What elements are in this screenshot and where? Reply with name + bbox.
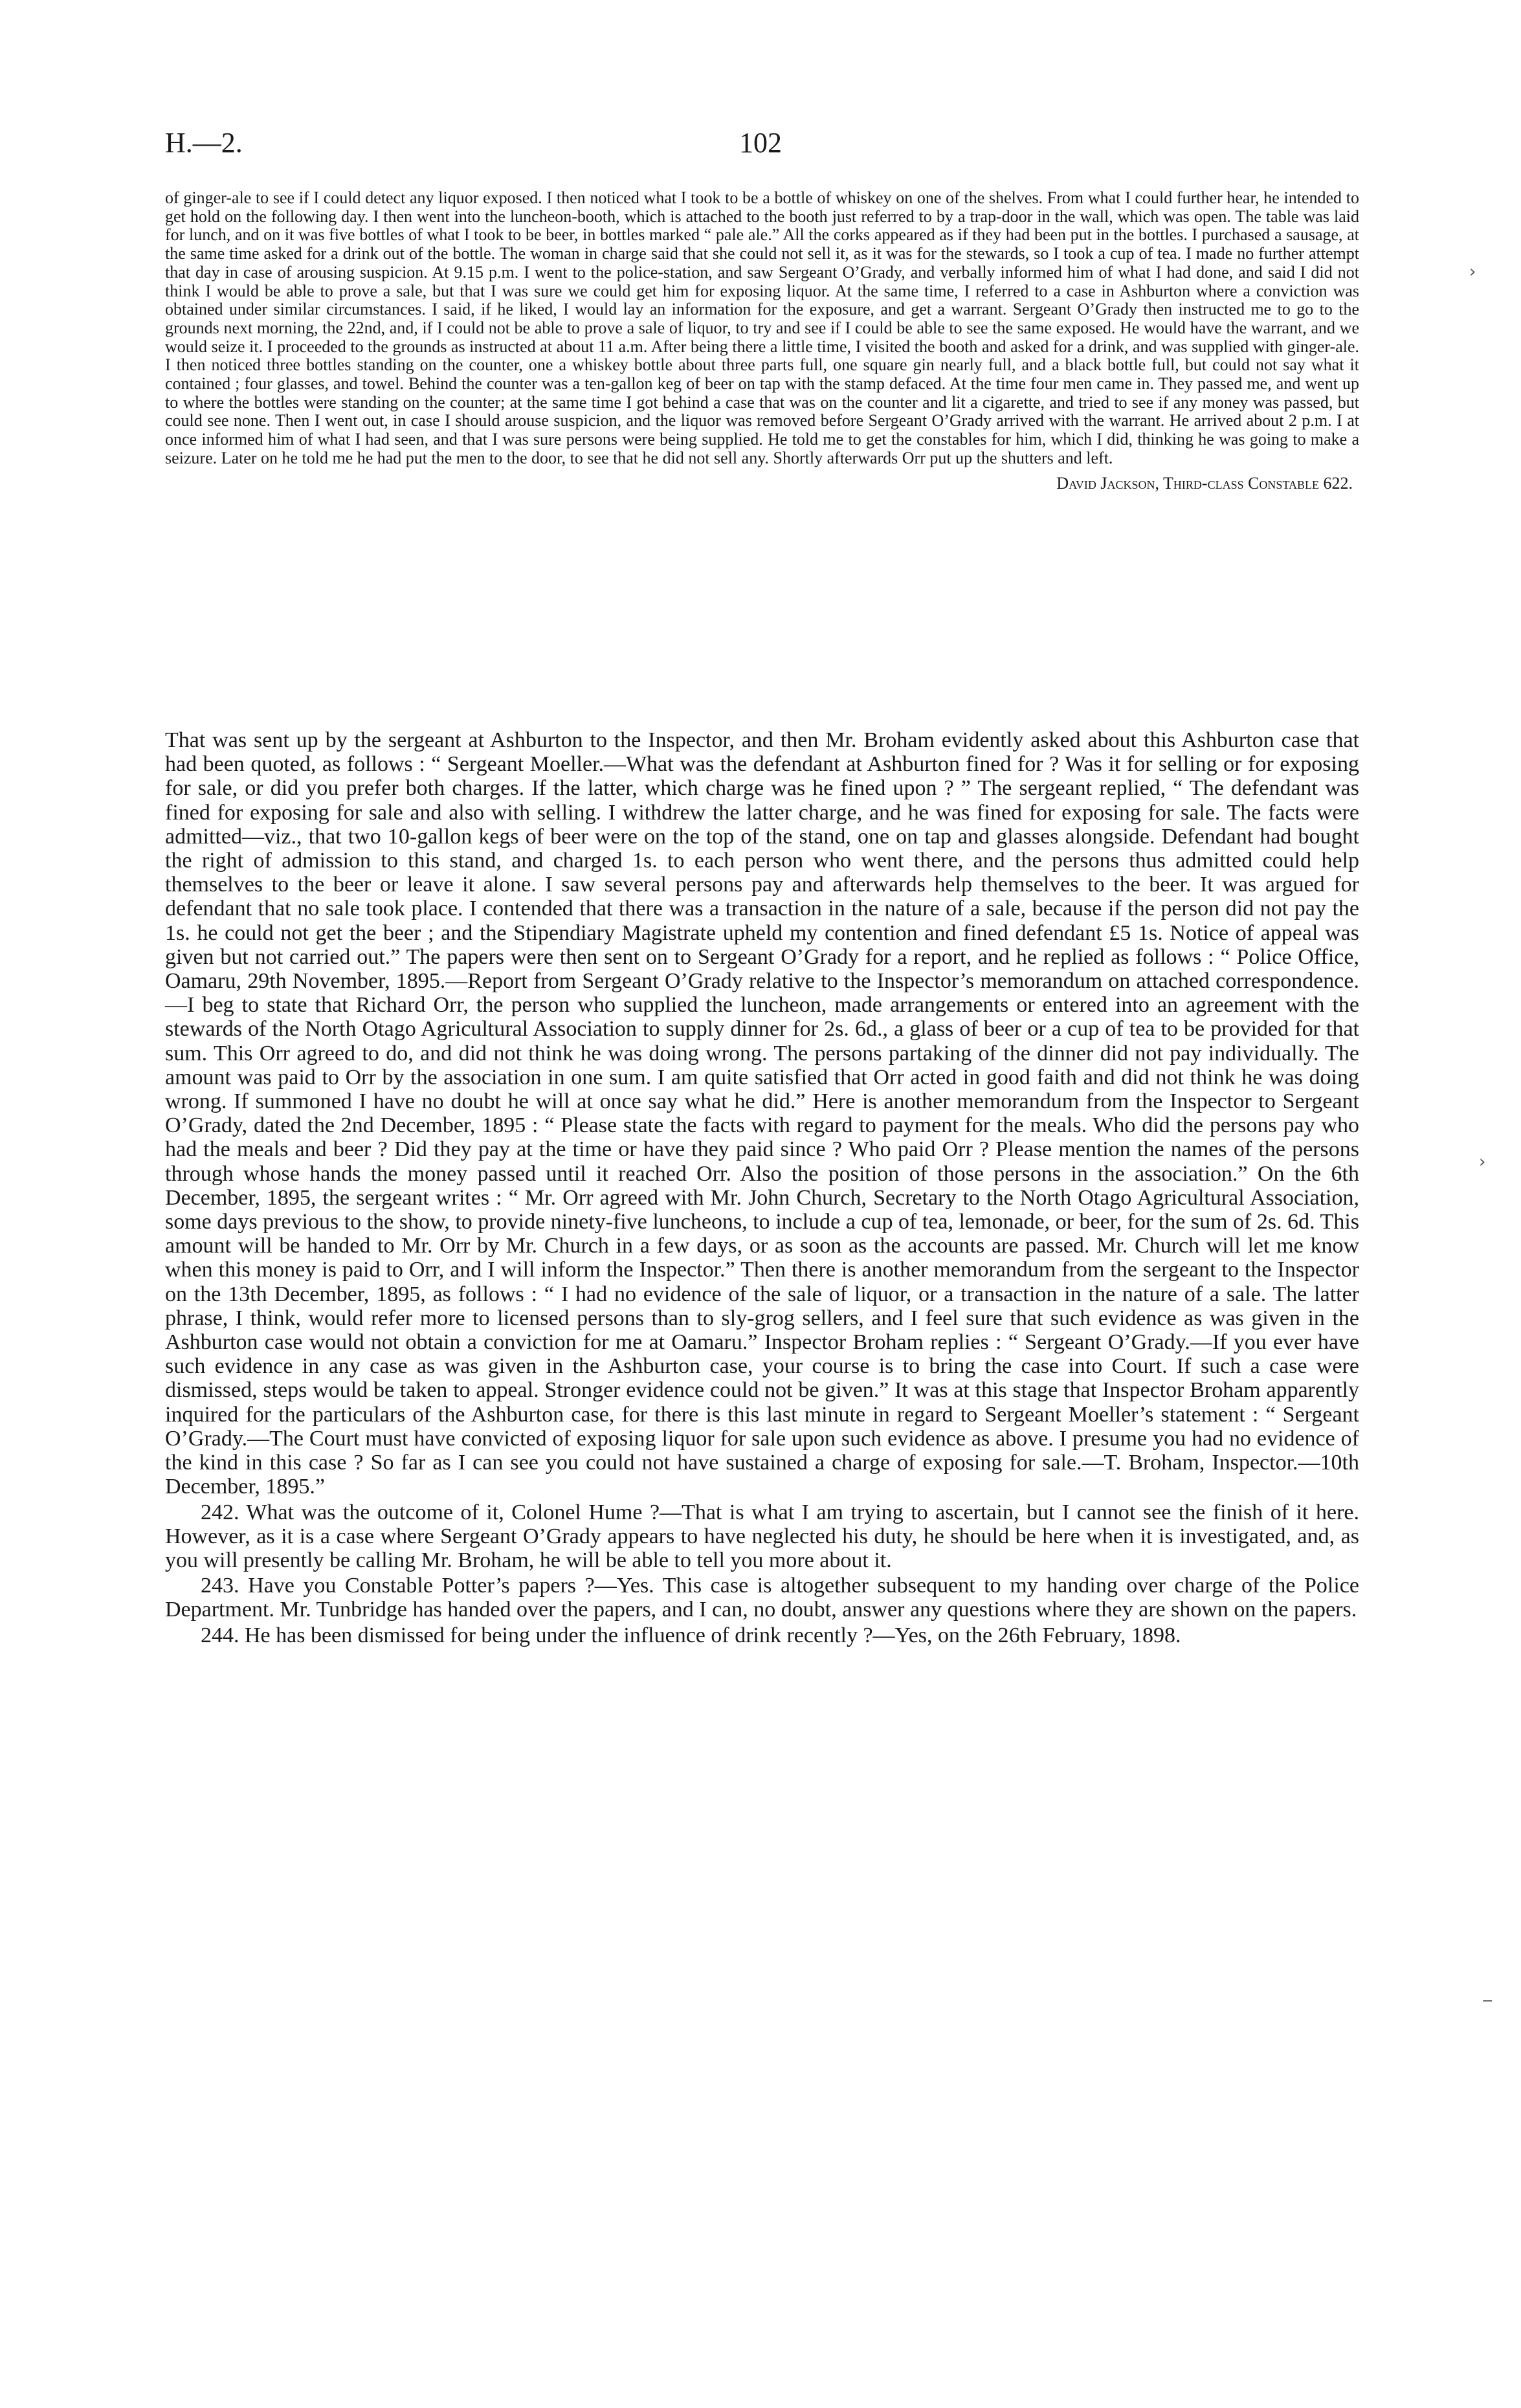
constable-statement — [165, 189, 1359, 493]
margin-mark-middle: › — [1479, 1152, 1486, 1172]
statement-text: of ginger-ale to see if I could detect any liquor exposed. I then noticed what I took to be a bottle of whiskey on one of the shelves. From what I could further hear, he intended to get hold on the following day. I then went into the luncheon-booth, which is attached to the booth just referred to by a trap-door in the wall, which was open. The table was laid for lunch, and on it was five bottles of what I took to be beer, in bottles marked “ pale ale.” All the corks appeared as if they had been put in the bottles. I purchased a sausage, at the same time asked for a drink out of the bottle. The woman in charge said that she could not sell it, as it was for the stewards, so I took a cup of tea. I made no further attempt that day in case of arousing suspicion. At 9.15 p.m. I went to the police-station, and saw Sergeant O’Grady, and verbally informed him of what I had done, and said I did not think I would be able to prove a sale, but that I was sure we could get him for exposing liquor. At the same time, I referred to a case in Ashburton where a conviction was obtained under similar circumstances. I said, if he liked, I would lay an information for the exposure, and get a warrant. Sergeant O’Grady then instructed me to go to the grounds next morning, the 22nd, and, if I could not be able to prove a sale of liquor, to try and see if I could be able to see the same exposed. He would have the warrant, and we would seize it. I proceeded to the grounds as instructed at about 11 a.m. After being there a little time, I visited the booth and asked for a drink, and was supplied with ginger-ale. I then noticed three bottles standing on the counter, one a whiskey bottle about three parts full, one square gin nearly full, and a black bottle full, but could not say what it contained ; four glasses, and towel. Behind the counter was a ten-gallon keg of beer on tap with the stamp defaced. At the time four men came in. They passed me, and went up to where the bottles were standing on the counter; at the same time I got behind a case that was on the counter and lit a cigarette, and tried to see if any money was passed, but could see none. Then I went out, in case I should arouse suspicion, and the liquor was removed before Sergeant O’Grady arrived with the warrant. He arrived about 2 p.m. I at once informed him of what I had seen, and that I was sure persons were being supplied. He told me to get the constables for him, which I did, thinking he was going to make a seizure. Later on he told me he had put the men to the door, to see that he did not sell any. Shortly afterwards Orr put up the shutters and left. — [165, 188, 1359, 467]
page-header — [165, 126, 1356, 172]
question-242: 242. What was the outcome of it, Colonel Hume ?—That is what I am trying to ascertain, but I cannot see the finish of it here. However, as it is a case where Sergeant O’Grady appears to have neglected his duty, he should be here when it is investigated, and, as you will presently be calling Mr. Broham, he will be able to tell you more about it. — [165, 1500, 1359, 1572]
document-reference: H.—2. — [165, 127, 243, 159]
question-243: 243. Have you Constable Potter’s papers ?—Yes. This case is altogether subsequent to my handing over charge of the Police Department. Mr. Tunbridge has handed over the papers, and I can, no doubt, answer any questions where they are shown on the papers. — [165, 1574, 1359, 1622]
memorandum-paragraph: That was sent up by the sergeant at Ashburton to the Inspector, and then Mr. Broham evidently asked about this Ashburton case that had been quoted, as follows : “ Sergeant Moeller.—What was the defendant at Ashburton fined for ? Was it for selling or for exposing for sale, or did you prefer both charges. If the latter, which charge was he fined upon ? ” The sergeant replied, “ The defendant was fined for exposing for sale and also with selling. I withdrew the latter charge, and he was fined for exposing for sale. The facts were admitted—viz., that two 10-gallon kegs of beer were on the top of the stand, one on tap and glasses alongside. Defendant had bought the right of admission to this stand, and charged 1s. to each person who went there, and the persons thus admitted could help themselves to the beer or leave it alone. I saw several persons pay and afterwards help themselves to the beer. It was argued for defendant that no sale took place. I contended that there was a transaction in the nature of a sale, because if the person did not pay the 1s. he could not get the beer ; and the Stipendiary Magistrate upheld my contention and fined defendant £5 1s. Notice of appeal was given but not carried out.” The papers were then sent on to Sergeant O’Grady for a report, and he replied as follows : “ Police Office, Oamaru, 29th November, 1895.—Report from Sergeant O’Grady relative to the Inspector’s memorandum on attached correspondence.—I beg to state that Richard Orr, the person who supplied the luncheon, made arrangements or entered into an agreement with the stewards of the North Otago Agricultural Association to supply dinner for 2s. 6d., a glass of beer or a cup of tea to be provided for that sum. This Orr agreed to do, and did not think he was doing wrong. The persons partaking of the dinner did not pay individually. The amount was paid to Orr by the association in one sum. I am quite satisfied that Orr acted in good faith and did not think he was doing wrong. If summoned I have no doubt he will at once say what he did.” Here is another memorandum from the Inspector to Sergeant O’Grady, dated the 2nd December, 1895 : “ Please state the facts with regard to payment for the meals. Who did the persons pay who had the meals and beer ? Did they pay at the time or have they paid since ? Who paid Orr ? Please mention the names of the persons through whose hands the money passed until it reached Orr. Also the position of those persons in the association.” On the 6th December, 1895, the sergeant writes : “ Mr. Orr agreed with Mr. John Church, Secretary to the North Otago Agricultural Association, some days previous to the show, to provide ninety-five luncheons, to include a cup of tea, lemonade, or beer, for the sum of 2s. 6d. This amount will be handed to Mr. Orr by Mr. Church in a few days, or as soon as the accounts are passed. Mr. Church will let me know when this money is paid to Orr, and I will inform the Inspector.” Then there is another memorandum from the sergeant to the Inspector on the 13th December, 1895, as follows : “ I had no evidence of the sale of liquor, or a transaction in the nature of a sale. The latter phrase, I think, would refer more to licensed persons than to sly-grog sellers, and I feel sure that such evidence as was given in the Ashburton case would not obtain a conviction for me at Oamaru.” Inspector Broham replies : “ Sergeant O’Grady.—If you ever have such evidence in any case as was given in the Ashburton case, your course is to bring the case into Court. If such a case were dismissed, steps would be taken to appeal. Stronger evidence could not be given.” It was at this stage that Inspector Broham apparently inquired for the particulars of the Ashburton case, for there is this last minute in regard to Sergeant Moeller’s statement : “ Sergeant O’Grady.—The Court must have convicted of exposing liquor for sale upon such evidence as above. I presume you had no evidence of the kind in this case ? So far as I can see you could not have sustained a charge of exposing for sale.—T. Broham, Inspector.—10th December, 1895.” — [165, 728, 1359, 1499]
margin-mark-top: › — [1469, 262, 1476, 282]
question-244: 244. He has been dismissed for being under the influence of drink recently ?—Yes, on the 26th February, 1898. — [201, 1623, 1181, 1647]
page-number: 102 — [739, 127, 782, 159]
margin-mark-bottom: ‒ — [1482, 1990, 1493, 2010]
evidence-body — [165, 728, 1359, 1647]
statement-signature: David Jackson, Third-class Constable 622. — [1056, 473, 1353, 493]
